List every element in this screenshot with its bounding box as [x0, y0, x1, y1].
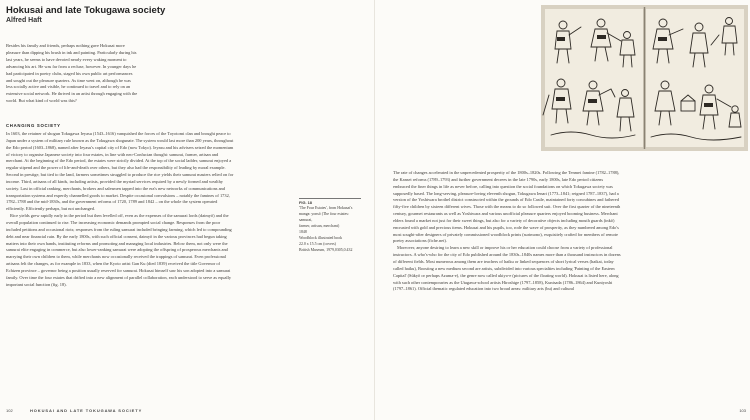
intro-paragraph: Besides his family and friends, perhaps nothing gave Hokusai more pleasure than dipping his brush in ink and painting. Particularly during his last years, he seems to have devoted nearly every waking moment to advancing his art. He was far from a recluse, however. In younger days he had participated in poetry clubs, staged his own public art performances and sought out the pleasure quarters. As time went on, although he was less socially active and visible, he continued to travel and to rely on an extensive social network. He thrived in an artist through engaging with the world. But what kind of world was this? — [6, 43, 138, 104]
page-gutter — [374, 0, 375, 420]
caption-line: 1848 — [299, 230, 307, 234]
left-body-text — [6, 131, 234, 288]
four-estates-figure — [541, 5, 748, 151]
page-number-left: 102 — [6, 408, 13, 413]
section-heading: CHANGING SOCIETY — [6, 123, 61, 128]
caption-rule — [299, 198, 361, 199]
body-paragraph: Rice yields grew rapidly early in the period but then levelled off, even as the expenses of the samurai lords (daimyō) and the overall population continued to rise. The increasing economic demands prompted social change. Responses from the poor included petitions and occasional riots; responses from the ruling samurai included bringing farming, which led to compounding debt and near financial ruin. By the early 1800s, with such official consent, daimyō in the various provinces had begun taking matters into their own hands, instituting reforms and promoting and managing local industries. Below them, not only were the samurai elite engaging in commerce, but also lower-ranking samurai were adopting the offspring of prosperous merchants and marrying their own children to them, while merchants now occasionally received the trappings of samurai. Even professional artisans felt the changes, as for example in 1833, when the Kyoto artist Gan Ku (died 1839) received the title Governor of Echizen province – governor being a position usually reserved for samurai. Hokusai himself saw his son adopted into a samurai family. Over time the four estates that drifted into a new alignment of parallel collaboration, each understood to serve as equally important social function (fig. 18). — [6, 213, 232, 287]
body-paragraph: Moreover, anyone desiring to learn a new skill or improve his or her education could choose from a variety of professional instructors. A who's-who for the city of Edo published around the 1830s–1840s names more than a thousand instructors in dozens of different fields. Most numerous among them are teachers of haiku or linked sequences of short lyrical verses (haikai, today called haiku), Boosting a new medium second are artists, subdivided into various specialties including 'Painting of the Eastern Capital' (Sūkyō or perhaps Azuma-e), the genre now called ukiyo-e (pictures of the floating world). Hokusai is listed here, along with such other contemporaries as the Utagawa-school artists Hiroshige (1797–1858), Kunisada (1786–1864) and Kuniyoshi (1797–1861). Official thematic regulated education into two broad areas: military arts (bu) and cultural — [393, 245, 621, 292]
right-body-text — [393, 170, 621, 293]
page-number-right: 103 — [739, 408, 746, 413]
caption-line: manga: yonsō (The four estates: samurai, — [299, 212, 349, 222]
caption-line: Woodblock illustrated book — [299, 236, 343, 240]
caption-line: British Museum, 1979,0305,0.432 — [299, 248, 353, 252]
caption-line: farmer, artisan, merchant) — [299, 224, 340, 228]
chapter-title: Hokusai and late Tokugawa society — [6, 5, 166, 16]
body-paragraph: In 1603, the retainer of shogun Tokugawa Ieyasu (1543–1616) vanquished the forces of the Toyotomi clan and brought peace to Japan under a system of military rule known as the Tokugawa shogunate. The system would last more than 200 years, throughout the Edo period (1603–1868), named after Ieyasu's capital city of Edo (now Tokyo). Ieyasu and his advisers seized the momentum of victory to organise Japanese society into four estates, in line with neo-Confucian thought: samurai, farmer, artisan and merchant. At the beginning of the Edo period, the estates were strictly divided. At the top of the social ladder, samurai enjoyed a regular stipend and the power of life-and-death over others, but they also had the responsibility of leading by moral example. Second in prestige, but tied to the land, farmers sometimes struggled to produce the rice yields their samurai masters relied on for income. Third, artisans of all kinds, including artists, provided the myriad services required by a newly formed and wealthy society. Last in official ranking, merchants, brokers and salesmen tapped into the era's new networks of communications and transportation systems and expertly channelled goods to market. Despite occasional convulsions – notably the famines of 1732, 1782–1788 and the mid-1830s, and the government reforms of 1720, 1789 and 1842 – on the whole the system operated efficiently. Efficiently perhaps, but not unchanged. — [6, 131, 234, 212]
caption-line: 22.0 x 15.5 cm (covers) — [299, 242, 336, 246]
woodblock-book-image — [541, 5, 748, 151]
figure-caption — [299, 200, 361, 253]
figure-label: FIG. 18 — [299, 200, 312, 205]
running-head: HOKUSAI AND LATE TOKUGAWA SOCIETY — [30, 408, 143, 413]
body-paragraph: The rate of changes accelerated in the unprecedented prosperity of the 1800s–1820s. Following the Tenmei famine (1782–1788), the Kansei reforms (1789–1793) and further government decrees in the late 1790s, early 1800s, late Edo period citizens embraced the finer things in life as never before, calling into question the social foundations on which Tokugawa society was supposedly based. The long-serving, pleasure-loving eleventh shogun, Tokugawa Ienari (1773–1841; reigned 1787–1837), had a version of the Yoshiwara brothel district constructed within the grounds of Edo Castle, maintained forty concubines and fathered fifty-five children by sixteen different wives. Those with the means to do so followed suit. Over the first quarter of the nineteenth century, gourmet restaurants as well as Yoshiwara and various unofficial pleasure quarters enjoyed booming business. Merchant elders found a market not just for their sweet things, but also for a variety of decorative objects including mouth guards (inkō) encrusted with gold and precious items. Hokusai and his pupils, too, rode the wave of prosperity, as they numbered among Edo's most sought-after designers of privately commissioned woodblock prints (surimono), exquisitely crafted for members of remote poetry associations (fiche.net). — [393, 170, 621, 244]
caption-line: 'The Four Estates', from Hokusai's — [299, 206, 353, 210]
author-name: Alfred Haft — [6, 17, 42, 24]
